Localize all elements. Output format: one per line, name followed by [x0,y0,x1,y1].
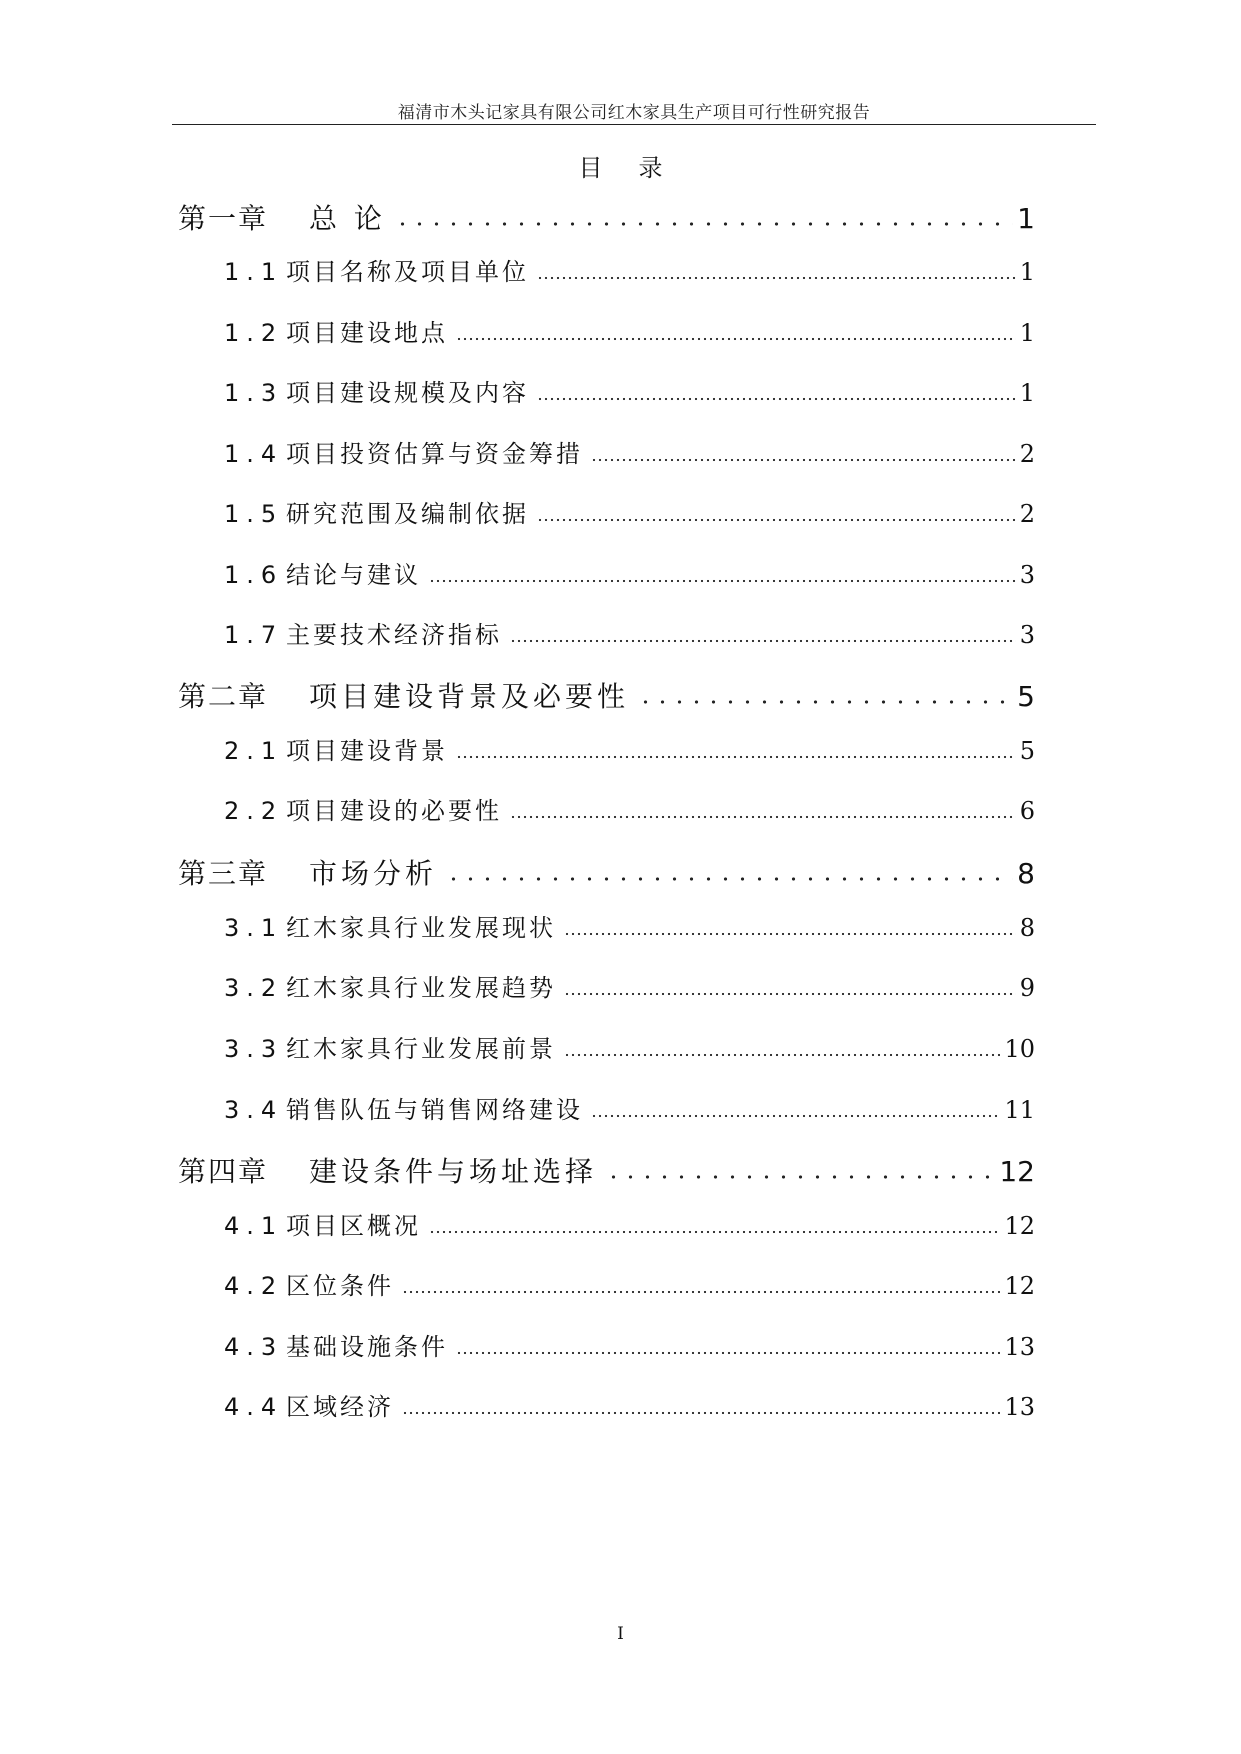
toc-entry-title: 主要技术经济指标 [286,621,502,649]
toc-entry-page: 13 [1004,1393,1035,1421]
toc-dot-leader [537,379,1016,401]
toc-entry-title: 区域经济 [286,1393,394,1421]
toc-section-entry[interactable] [224,373,1035,408]
toc-section-entry[interactable] [224,494,1035,529]
toc-dot-leader [456,1333,1000,1355]
toc-entry-title: 总 论 [309,202,386,235]
toc-entry-number: 2.2 [224,797,284,825]
toc-dot-leader [537,500,1016,522]
toc-entry-page: 13 [1004,1333,1035,1361]
footer-page-number: I [617,1624,624,1644]
toc-entry-page: 3 [1019,621,1035,649]
toc-entry-page: 1 [1019,379,1035,407]
toc-dot-leader [605,1155,995,1181]
toc-dot-leader [564,974,1016,996]
toc-entry-title: 项目区概况 [286,1212,421,1240]
toc-section-entry[interactable] [224,555,1035,590]
toc-entry-number: 第二章 [178,680,269,713]
toc-entry-title: 项目建设规模及内容 [286,379,529,407]
toc-dot-leader [456,737,1016,759]
toc-entry-number: 3.2 [224,974,284,1002]
toc-dot-leader [456,319,1016,341]
toc-entry-number: 4.2 [224,1272,284,1300]
toc-section-entry[interactable] [224,1266,1035,1301]
toc-dot-leader [591,1096,1000,1118]
toc-dot-leader [394,202,1013,228]
toc-entry-title: 销售队伍与销售网络建设 [286,1096,583,1124]
toc-dot-leader [510,797,1016,819]
toc-entry-page: 6 [1019,797,1035,825]
toc-dot-leader [429,561,1016,583]
toc-entry-title: 研究范围及编制依据 [286,500,529,528]
toc-entry-number: 4.4 [224,1393,284,1421]
toc-entry-number: 1.7 [224,621,284,649]
toc-entry-number: 4.3 [224,1333,284,1361]
toc-section-entry[interactable] [224,252,1035,287]
toc-dot-leader [564,1035,1000,1057]
toc-dot-leader [429,1212,1000,1234]
toc-entry-page: 2 [1019,440,1035,468]
toc-entry-number: 3.1 [224,914,284,942]
toc-entry-title: 项目建设背景 [286,737,448,765]
toc-entry-page: 5 [1019,737,1035,765]
toc-entry-page: 1 [1019,319,1035,347]
toc-title: 目录 [578,154,699,182]
toc-entry-number: 1.2 [224,319,284,347]
toc-entry-page: 3 [1019,561,1035,589]
toc-entry-number: 第三章 [178,857,269,890]
toc-entry-title: 红木家具行业发展趋势 [286,974,556,1002]
toc-entry-title: 建设条件与场址选择 [309,1155,598,1188]
toc-entry-number: 1.4 [224,440,284,468]
toc-entry-title: 市场分析 [309,857,438,890]
toc-section-entry[interactable] [224,791,1035,826]
toc-entry-page: 8 [1019,914,1035,942]
toc-entry-number: 4.1 [224,1212,284,1240]
toc-dot-leader [537,258,1016,280]
toc-entry-page: 8 [1017,857,1035,890]
toc-entry-number: 第四章 [178,1155,269,1188]
toc-section-entry[interactable] [224,1327,1035,1362]
toc-section-entry[interactable] [224,615,1035,650]
toc-entry-title: 红木家具行业发展前景 [286,1035,556,1063]
toc-entry-page: 1 [1017,202,1035,235]
toc-section-entry[interactable] [224,968,1035,1003]
toc-section-entry[interactable] [224,1206,1035,1241]
toc-section-entry[interactable] [224,434,1035,469]
toc-entry-page: 11 [1004,1096,1035,1124]
toc-dot-leader [637,680,1013,706]
toc-section-entry[interactable] [224,731,1035,766]
toc-chapter-entry[interactable] [178,197,1035,237]
toc-entry-page: 12 [999,1155,1035,1188]
toc-entry-number: 第一章 [178,202,269,235]
toc-entry-number: 1.5 [224,500,284,528]
toc-entry-page: 12 [1004,1272,1035,1300]
toc-entry-title: 项目投资估算与资金筹措 [286,440,583,468]
toc-entry-number: 1.3 [224,379,284,407]
toc-section-entry[interactable] [224,908,1035,943]
toc-entry-title: 项目建设的必要性 [286,797,502,825]
toc-entry-page: 12 [1004,1212,1035,1240]
toc-entry-number: 3.3 [224,1035,284,1063]
toc-entry-title: 基础设施条件 [286,1333,448,1361]
toc-section-entry[interactable] [224,1029,1035,1064]
toc-entry-title: 红木家具行业发展现状 [286,914,556,942]
toc-entry-number: 1.6 [224,561,284,589]
toc-entry-title: 项目名称及项目单位 [286,258,529,286]
toc-entry-title: 区位条件 [286,1272,394,1300]
toc-entry-number: 3.4 [224,1096,284,1124]
toc-entry-title: 结论与建议 [286,561,421,589]
toc-entry-page: 9 [1019,974,1035,1002]
toc-chapter-entry[interactable] [178,675,1035,715]
toc-dot-leader [510,621,1016,643]
toc-section-entry[interactable] [224,1387,1035,1422]
toc-entry-page: 10 [1004,1035,1035,1063]
toc-entry-title: 项目建设地点 [286,319,448,347]
toc-entry-number: 1.1 [224,258,284,286]
toc-entry-number: 2.1 [224,737,284,765]
toc-chapter-entry[interactable] [178,1150,1035,1190]
toc-dot-leader [445,857,1013,883]
toc-entry-page: 5 [1017,680,1035,713]
toc-section-entry[interactable] [224,1090,1035,1125]
toc-dot-leader [402,1272,1000,1294]
toc-dot-leader [402,1393,1000,1415]
toc-section-entry[interactable] [224,313,1035,348]
toc-dot-leader [591,440,1016,462]
toc-chapter-entry[interactable] [178,852,1035,892]
toc-entry-title: 项目建设背景及必要性 [309,680,630,713]
toc-dot-leader [564,914,1016,936]
toc-entry-page: 2 [1019,500,1035,528]
toc-entry-page: 1 [1019,258,1035,286]
running-header: 福清市木头记家具有限公司红木家具生产项目可行性研究报告 [397,103,871,123]
